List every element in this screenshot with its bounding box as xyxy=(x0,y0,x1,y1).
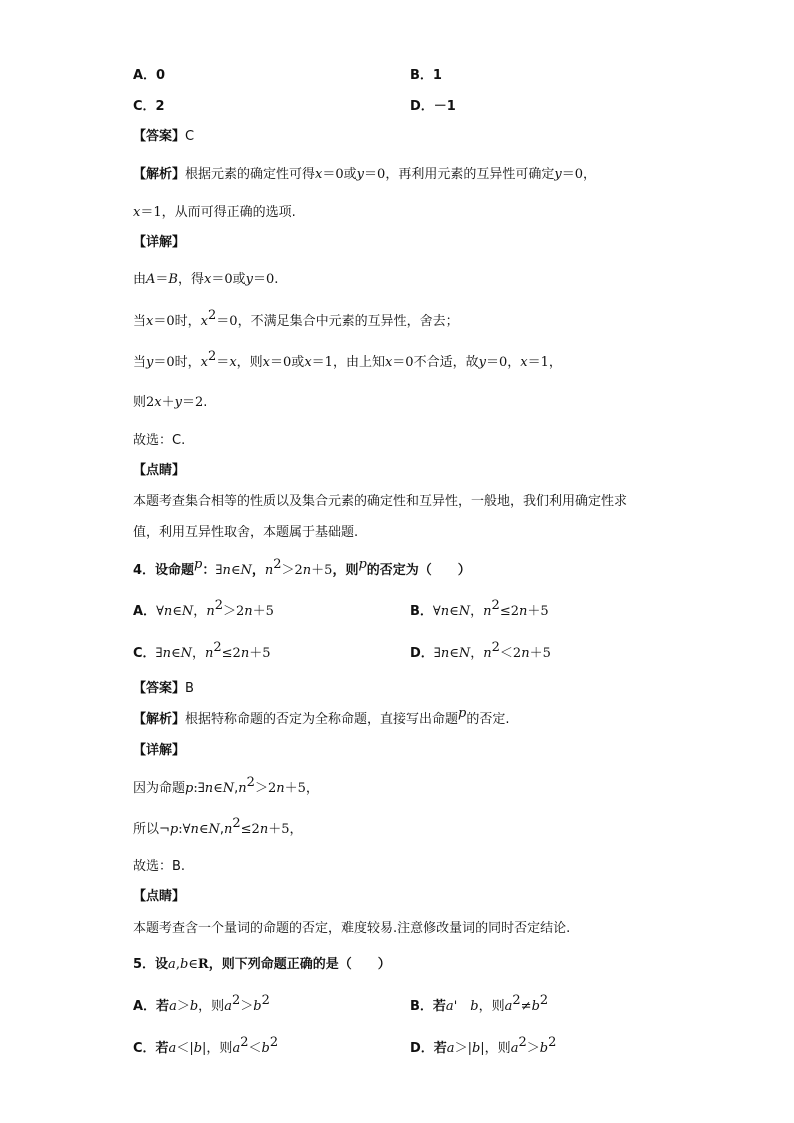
q3-comment-tag: 【点睛】 xyxy=(133,463,186,478)
q3-comment-line-1: 本题考查集合相等的性质以及集合元素的确定性和互异性，一般地，我们利用确定性求 xyxy=(133,494,628,509)
q3-analysis-line-2: x＝1，从而可得正确的选项. xyxy=(133,205,296,220)
analysis-tag: 【解析】 xyxy=(133,167,186,182)
q4-comment-tag: 【点睛】 xyxy=(133,889,186,904)
q5-option-b: B．若a' b，则$a^2\ne b^2$ xyxy=(410,993,549,1014)
q4-select: 故选：B. xyxy=(133,859,186,874)
q4-comment: 本题考查含一个量词的命题的否定，难度较易.注意修改量词的同时否定结论. xyxy=(133,921,571,936)
q3-detail-tag: 【详解】 xyxy=(133,235,186,250)
math: x xyxy=(315,167,323,182)
q4-stem: 4．设命题$^p$：∃n∈N，$n^2>2n+5$，则$^p$的否定为（ ） xyxy=(133,557,471,578)
q3-analysis-line-1: 【解析】根据元素的确定性可得x＝0或y＝0，再利用元素的互异性可确定y＝0， xyxy=(133,167,596,182)
q4-option-b: B．∀n∈N，$n^2\le 2n+5$ xyxy=(410,598,549,619)
answer-tag: 【答案】 xyxy=(133,129,186,144)
q3-detail-line-4: 则2x＋y＝2. xyxy=(133,395,208,410)
q5-option-c: C．若a＜|b|，则$a^2<b^2$ xyxy=(133,1035,279,1056)
q3-detail-line-1: 由A＝B，得x＝0或y＝0. xyxy=(133,272,279,287)
q3-comment-line-2: 值，利用互异性取舍，本题属于基础题. xyxy=(133,525,359,540)
q3-option-a: A．0 xyxy=(133,68,166,83)
q4-option-d: D．∃n∈N，$n^2<2n+5$ xyxy=(410,640,551,661)
q4-detail-line-2: 所以$\neg p:\forall n\in N,n^2\le 2n+5$， xyxy=(133,816,303,837)
q4-analysis: 【解析】根据特称命题的否定为全称命题，直接写出命题$^p$的否定. xyxy=(133,706,510,727)
q5-option-a: A．若a＞b，则$a^2>b^2$ xyxy=(133,993,270,1014)
q4-option-c: C．∃n∈N，$n^2\le 2n+5$ xyxy=(133,640,271,661)
q4-detail-tag: 【详解】 xyxy=(133,743,186,758)
answer-value: C xyxy=(185,129,195,144)
q4-detail-line-1: 因为命题$p:\exists n\in N,n^2>2n+5$， xyxy=(133,775,319,796)
q5-stem: 5．设a,b∈R，则下列命题正确的是（ ） xyxy=(133,957,391,972)
q4-answer: 【答案】B xyxy=(133,681,194,696)
q3-option-b: B．1 xyxy=(410,68,442,83)
q3-option-c: C．2 xyxy=(133,99,165,114)
q3-option-d: D．－1 xyxy=(410,99,456,114)
q3-select: 故选：C. xyxy=(133,433,186,448)
q3-answer xyxy=(133,127,194,147)
q4-option-a: A．∀n∈N，$n^2>2n+5$ xyxy=(133,598,274,619)
q3-detail-line-3: 当y＝0时，$x^2=x$，则x＝0或x＝1，由上知x＝0不合适，故y＝0，x＝1， xyxy=(133,349,562,370)
q3-detail-line-2: 当x＝0时，$x^2=0$，不满足集合中元素的互异性，舍去； xyxy=(133,308,459,329)
q5-option-d: D．若a＞|b|，则$a^2>b^2$ xyxy=(410,1035,557,1056)
